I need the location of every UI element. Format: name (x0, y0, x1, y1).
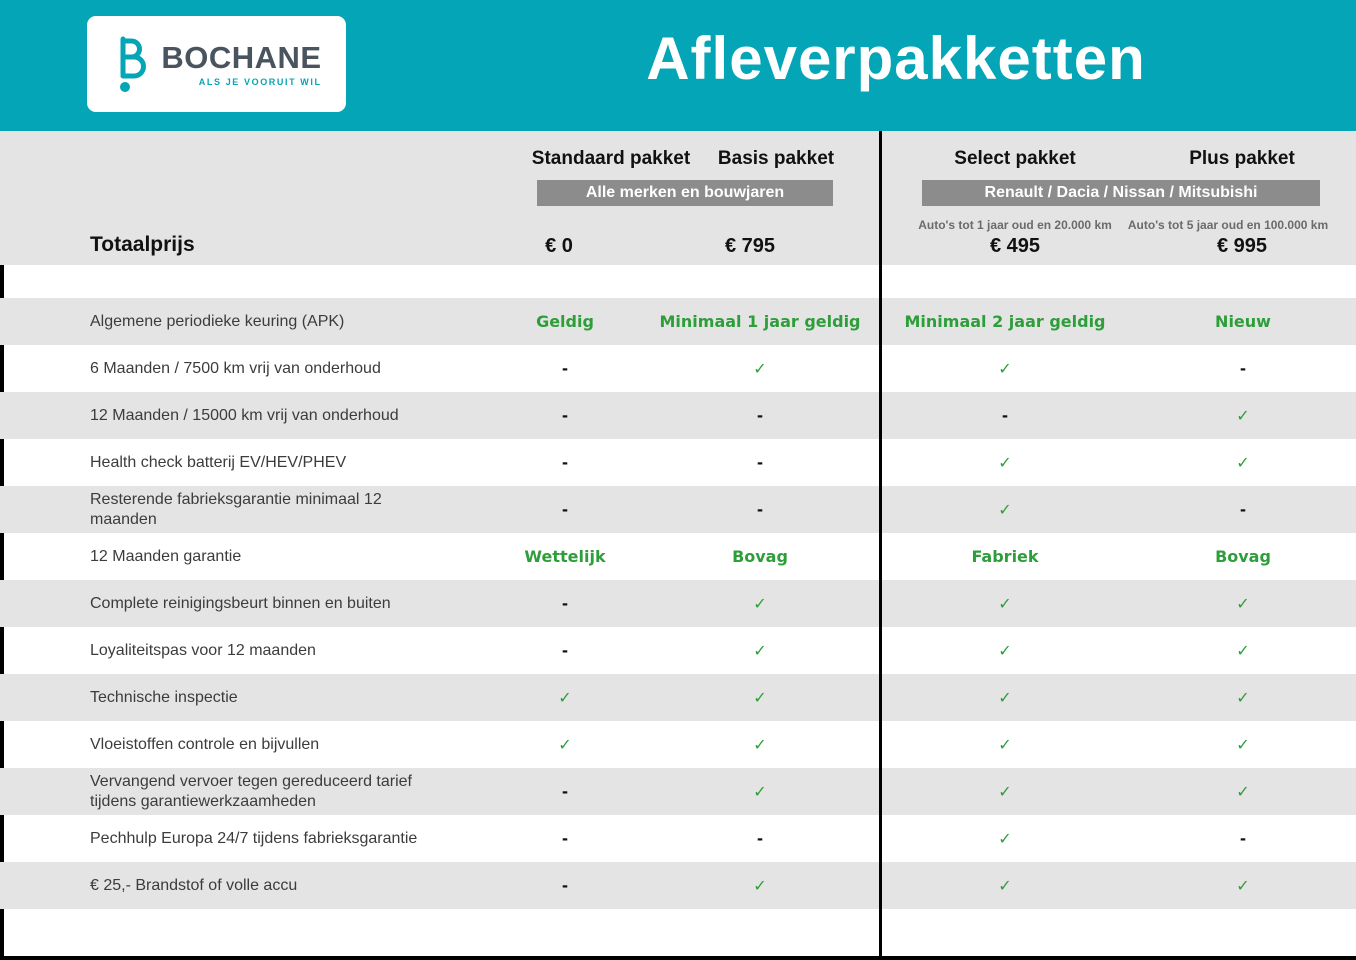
feature-value: ✓ (998, 359, 1012, 378)
badge-renault-dacia-nissan-mitsubishi: Renault / Dacia / Nissan / Mitsubishi (922, 180, 1320, 206)
table-row (0, 439, 1356, 486)
table-row (0, 345, 1356, 392)
bottom-spacer (0, 909, 1356, 956)
feature-value: ✓ (558, 735, 572, 754)
feature-label: € 25,- Brandstof of volle accu (90, 876, 298, 894)
column-title-plus: Plus pakket (1189, 148, 1295, 169)
feature-value: Bovag (732, 547, 788, 566)
feature-label: Complete reinigingsbeurt binnen en buiten (90, 594, 391, 612)
feature-value: - (562, 358, 568, 378)
spacer-row (0, 265, 1356, 298)
feature-value: ✓ (1236, 688, 1250, 707)
feature-value: Geldig (536, 312, 594, 331)
feature-value: ✓ (1236, 406, 1250, 425)
feature-value: Wettelijk (524, 547, 606, 566)
feature-value: - (1002, 405, 1008, 425)
feature-value: ✓ (1236, 735, 1250, 754)
feature-value: ✓ (998, 500, 1012, 519)
column-title-basis: Basis pakket (717, 148, 835, 169)
feature-value: ✓ (753, 782, 767, 801)
feature-value: ✓ (998, 594, 1012, 613)
table-row (0, 627, 1356, 674)
feature-value: ✓ (1236, 782, 1250, 801)
feature-value: ✓ (1236, 453, 1250, 472)
feature-label: Pechhulp Europa 24/7 tijdens fabrieksgarantie (90, 829, 418, 847)
feature-label: Algemene periodieke keuring (APK) (90, 312, 345, 330)
total-price-label: Totaalprijs (90, 233, 195, 256)
badge-alle-merken: Alle merken en bouwjaren (537, 180, 833, 206)
feature-label: Technische inspectie (90, 688, 238, 706)
feature-value: ✓ (998, 735, 1012, 754)
feature-value: - (562, 405, 568, 425)
feature-value: - (562, 499, 568, 519)
feature-value: ✓ (1236, 594, 1250, 613)
feature-label: Health check batterij EV/HEV/PHEV (90, 453, 347, 471)
feature-value: ✓ (998, 829, 1012, 848)
feature-value: - (1240, 828, 1246, 848)
logo-tagline: ALS JE VOORUIT WIL (198, 76, 322, 87)
table-row (0, 580, 1356, 627)
group-divider-line (879, 131, 882, 960)
feature-value: ✓ (1236, 876, 1250, 895)
table-row (0, 768, 1356, 815)
feature-label: Resterende fabrieksgarantie minimaal 12 maanden (90, 490, 382, 528)
feature-value: - (562, 640, 568, 660)
feature-label: 12 Maanden / 15000 km vrij van onderhoud (90, 406, 399, 424)
feature-value: ✓ (753, 688, 767, 707)
feature-value: ✓ (753, 359, 767, 378)
table-row (0, 533, 1356, 580)
feature-value: Minimaal 2 jaar geldig (904, 312, 1106, 331)
feature-value: ✓ (753, 594, 767, 613)
feature-value: ✓ (998, 688, 1012, 707)
price-select: € 495 (989, 235, 1041, 257)
table-header-band (0, 131, 1356, 265)
feature-value: ✓ (1236, 641, 1250, 660)
feature-value: - (562, 452, 568, 472)
logo-wordmark: BOCHANE (161, 39, 322, 75)
feature-value: ✓ (998, 782, 1012, 801)
feature-value: - (562, 828, 568, 848)
bochane-logo (87, 16, 346, 112)
header-banner (0, 0, 1356, 131)
feature-value: ✓ (753, 641, 767, 660)
feature-value: ✓ (558, 688, 572, 707)
feature-label: Vervangend vervoer tegen gereduceerd tarief tijdens garantiewerkzaamheden (90, 772, 412, 810)
feature-value: ✓ (998, 876, 1012, 895)
feature-value: - (1240, 358, 1246, 378)
bochane-cart-b-icon (111, 32, 151, 96)
table-row (0, 486, 1356, 533)
column-subtitle-select: Auto's tot 1 jaar oud en 20.000 km (918, 218, 1112, 232)
feature-value: - (757, 452, 763, 472)
feature-value: Nieuw (1215, 312, 1271, 331)
logo-text (161, 39, 322, 87)
bottom-border-line (0, 956, 1356, 960)
table-row (0, 298, 1356, 345)
feature-value: - (757, 405, 763, 425)
feature-value: ✓ (998, 641, 1012, 660)
price-basis: € 795 (724, 235, 776, 257)
table-row (0, 815, 1356, 862)
price-plus: € 995 (1216, 235, 1268, 257)
feature-value: - (757, 499, 763, 519)
column-subtitle-plus: Auto's tot 5 jaar oud en 100.000 km (1127, 218, 1329, 232)
feature-value: Minimaal 1 jaar geldig (659, 312, 861, 331)
price-standaard: € 0 (545, 235, 573, 257)
feature-value: - (562, 593, 568, 613)
page-title: Afleverpakketten (646, 25, 1146, 92)
feature-value: - (1240, 499, 1246, 519)
feature-label: Loyaliteitspas voor 12 maanden (90, 641, 316, 659)
feature-label: 6 Maanden / 7500 km vrij van onderhoud (90, 359, 381, 377)
column-title-select: Select pakket (954, 148, 1076, 169)
feature-value: - (562, 875, 568, 895)
feature-table (0, 298, 1356, 909)
table-row (0, 721, 1356, 768)
feature-value: - (562, 781, 568, 801)
feature-value: Bovag (1215, 547, 1271, 566)
column-title-standaard: Standaard pakket (531, 148, 691, 169)
feature-value: - (757, 828, 763, 848)
feature-value: ✓ (753, 876, 767, 895)
table-row (0, 392, 1356, 439)
feature-value: ✓ (998, 453, 1012, 472)
feature-value: ✓ (753, 735, 767, 754)
feature-label: 12 Maanden garantie (90, 547, 242, 565)
table-row (0, 674, 1356, 721)
feature-value: Fabriek (971, 547, 1039, 566)
table-row (0, 862, 1356, 909)
feature-label: Vloeistoffen controle en bijvullen (90, 735, 320, 753)
